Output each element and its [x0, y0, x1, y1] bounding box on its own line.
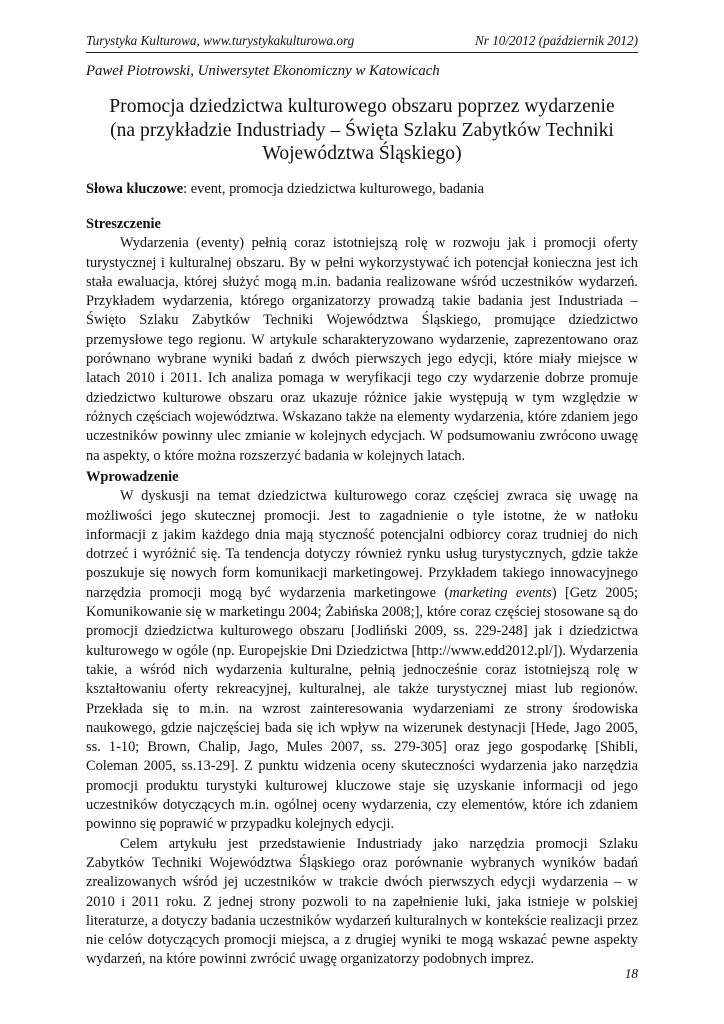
title-line-2: (na przykładzie Industriady – Święta Szlaku Zabytków Techniki	[110, 119, 614, 141]
author-line: Paweł Piotrowski, Uniwersytet Ekonomiczny w Katowicach	[86, 63, 440, 79]
abstract-section	[86, 215, 638, 466]
intro-p1-part-1: W dyskusji na temat dziedzictwa kulturowego coraz częściej zwraca się uwagę na możliwości jego skutecznej promocji. Jest to zagadnienie o tyle istotne, że w natłoku informacji z jakim każdego dnia mają styczność potencjalni odbiorcy coraz trudniej do nich dotrzeć i wyróżnić się. Ta tendencja dotyczy również rynku usług turystycznych, gdzie także poszukuje się nowych form komunikacji marketingowej. Przykładem takiego innowacyjnego narzędzia promocji mogą być wydarzenia marketingowe (	[86, 488, 638, 601]
issue-info: Nr 10/2012 (październik 2012)	[474, 33, 638, 48]
abstract-heading: Streszczenie	[86, 216, 161, 232]
intro-p1-italic-term: marketing events	[449, 584, 552, 601]
introduction-section	[86, 468, 638, 970]
keywords-text: : event, promocja dziedzictwa kulturowego, badania	[183, 181, 485, 197]
title-line-1: Promocja dziedzictwa kulturowego obszaru poprzez wydarzenie	[109, 96, 615, 117]
keywords	[86, 181, 638, 198]
journal-name: Turystyka Kulturowa, www.turystykakulturowa.org	[86, 33, 355, 48]
title-line-3: Województwa Śląskiego)	[262, 143, 462, 164]
page-number: 18	[624, 966, 638, 981]
keywords-label: Słowa kluczowe	[86, 181, 184, 197]
abstract-paragraph: Wydarzenia (eventy) pełnią coraz istotniejszą rolę w rozwoju jak i promocji oferty turystycznej i kulturalnej obszaru. By w pełni wykorzystywać ich potencjał konieczna jest ich stała ewaluacja, której służyć mogą m.in. badania realizowane wśród uczestników wydarzeń. Przykładem wydarzenia, którego organizatorzy prowadzą takie badania jest Industriada – Święto Szlaku Zabytków Techniki Województwa Śląskiego, promujące dziedzictwo przemysłowe tego regionu. W artykule scharakteryzowano wydarzenie, zaprezentowano oraz porównano wybrane wyniki badań z dwóch pierwszych jego edycji, które miały miejsce w latach 2010 i 2011. Ich analiza pomaga w weryfikacji tego czy wydarzenie dobrze promuje dziedzictwo kulturowe obszaru oraz ukazuje różnice jakie występują w tym względzie w różnych częściach województwa. Wskazano także na elementy wydarzenia, które zdaniem jego uczestników powinny ulec zmianie w kolejnych edycjach. W podsumowaniu zwrócono uwagę na aspekty, o które można rozszerzyć badania w kolejnych latach.	[86, 235, 638, 464]
introduction-heading: Wprowadzenie	[86, 469, 179, 485]
running-header	[86, 33, 638, 53]
introduction-paragraph-2: Celem artykułu jest przedstawienie Industriady jako narzędzia promocji Szlaku Zabytków Techniki Województwa Śląskiego oraz porównanie wybranych wyników badań zrealizowanych wśród jej uczestników w trakcie dwóch pierwszych edycji wydarzenia – w 2010 i 2011 roku. Z jednej strony pozwoli to na zapełnienie luki, jaka istnieje w polskiej literaturze, a dotyczy badania uczestników wydarzeń kulturalnych w kontekście realizacji przez nie celów dotyczących promocji miejsca, a z drugiej wyniki te mogą wskazać pewne aspekty wydarzeń, na które powinni zwrócić uwagę organizatorzy podobnych imprez.	[86, 835, 638, 968]
introduction-paragraph-1	[86, 487, 638, 834]
article-title	[86, 95, 638, 166]
intro-p1-part-2: ) [Getz 2005; Komunikowanie się w marketingu 2004; Żabińska 2008;], które coraz częściej stosowane są do promocji dziedzictwa kulturowego obszaru [Jodliński 2009, ss. 229-248] jak i dziedzictwa kulturowego w ogóle (np. Europejskie Dni Dziedzictwa [http://www.edd2012.pl/]). Wydarzenia takie, a wśród nich wydarzenia kulturalne, pełnią jednocześnie coraz istotniejszą rolę w kształtowaniu oferty rekreacyjnej, kulturalnej, ale także turystycznej miast lub regionów. Przekłada się to m.in. na wzrost zainteresowania wydarzeniami ze strony środowiska naukowego, gdzie najczęściej bada się ich wpływ na wizerunek destynacji [Hede, Jago 2005, ss. 1-10; Brown, Chalip, Jago, Mules 2007, ss. 279-305] oraz jego gospodarkę [Shibli, Coleman 2005, ss.13-29]. Z punktu widzenia oceny skuteczności wydarzenia jako narzędzia promocji produktu turystyki kulturowej kluczowe staje się uzyskanie informacji od jego uczestników dotyczących m.in. ogólnej oceny wydarzenia, czy elementów, które ich zdaniem powinno się poprawić w przypadku kolejnych edycji.	[86, 584, 639, 833]
